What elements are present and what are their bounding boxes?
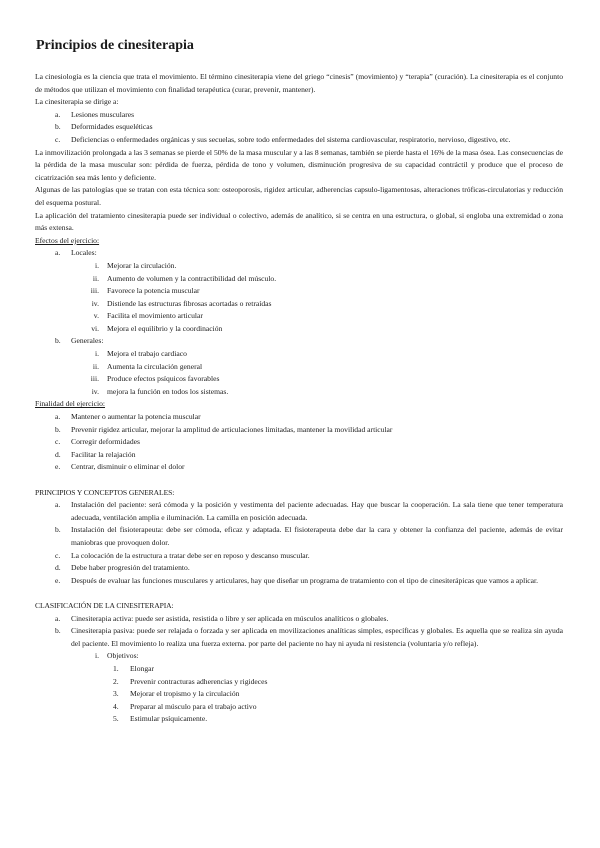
list-item: e. Centrar, disminuir o eliminar el dolor	[55, 462, 185, 472]
section-heading-purpose: Finalidad del ejercicio:	[35, 399, 106, 409]
list-item: a. Mantener o aumentar la potencia muscular	[55, 412, 201, 422]
list-item: c. Corregir deformidades	[55, 437, 140, 447]
list-item: e. Después de evaluar las funciones musculares y articulares, hay que diseñar un programa de tratamiento con el tipo de cinesiterápicas que vamos a aplicar.	[55, 575, 539, 585]
list-item: d. Facilitar la relajación	[55, 449, 136, 459]
list-item: d. Debe haber progresión del tratamiento.	[55, 563, 190, 573]
intro-lead: La cinesiterapia se dirige a:	[35, 97, 119, 107]
paragraph-aplicacion: La aplicación del tratamiento cinesiterapia puede ser individual o colectivo, además de analítico, si se centra en una estructura, o global, si engloba una extremidad o zona más extensa.	[35, 210, 563, 233]
list-item: 5. Estimular psíquicamente.	[113, 714, 208, 724]
paragraph-inmovilizacion: La inmovilización prolongada a las 3 semanas se pierde el 50% de la masa muscular y a las 8 semanas, también se pierde hasta el 16% de la masa ósea. Las consecuencias de la pérdida de la masa muscular son: pérdida de fuerza, pérdida de tono y volumen, disminución progresiva de su capacidad contráctil y produce que el proceso de cicatrización sea más lento y deficiente.	[35, 147, 563, 182]
list-item: 1. Elongar	[113, 663, 155, 673]
list-item: i. Mejorar la circulación.	[94, 260, 177, 270]
list-item: i. Objetivos:	[94, 651, 139, 661]
list-item: b. Prevenir rigidez articular, mejorar la amplitud de articulaciones limitadas, mantener la movilidad articular	[55, 424, 393, 434]
list-item: c. Deficiencias o enfermedades orgánicas y sus secuelas, sobre todo enfermedades del sistema cardiovascular, respiratorio, nervioso, digestivo, etc.	[55, 134, 511, 144]
list-item: a. Instalación del paciente: será cómoda y la posición y vestimenta del paciente adecuadas. Hay que buscar la cooperación. La sala tiene que tener temperatura adecuada, ventilación amplia e iluminación. La camilla en posición adecuada.	[55, 500, 563, 522]
list-item: v. Facilita el movimiento articular	[93, 311, 203, 321]
section-heading-classification: CLASIFICACIÓN DE LA CINESITERAPIA:	[35, 600, 174, 610]
document-body	[35, 71, 563, 726]
section-heading-effects: Efectos del ejercicio:	[35, 235, 100, 245]
spacer	[35, 587, 563, 600]
list-item: vi. Mejora el equilibrio y la coordinación	[91, 323, 223, 333]
paragraph-patologias: Algunas de las patologías que se tratan con esta técnica son: osteoporosis, rigidez articular, adherencias capsulo-ligamentosas, alteraciones tróficas-circulatorias y reducción del esquema postural.	[35, 185, 563, 207]
list-item: iv. Distiende las estructuras fibrosas acortadas o retraídas	[91, 298, 272, 308]
section-heading-principles: PRINCIPIOS Y CONCEPTOS GENERALES:	[35, 487, 175, 497]
list-item: iii. Favorece la potencia muscular	[90, 286, 200, 296]
list-item: iii. Produce efectos psíquicos favorables	[90, 374, 220, 384]
list-item: a. Lesiones musculares	[55, 109, 135, 119]
list-item: b. Cinesiterapia pasiva: puede ser relajada o forzada y ser aplicada en movilizaciones analíticas simples, específicas y globales. Es aquella que se realiza sin ayuda del paciente. El movimiento lo realiza una fuerza externa. por parte del paciente no hay ni ayuda ni resistencia (voluntaria y/o refleja).	[55, 626, 563, 648]
page-title: Principios de cinesiterapia	[36, 38, 194, 53]
list-item: ii. Aumenta la circulación general	[92, 361, 203, 371]
spacer	[35, 474, 563, 487]
list-item: 4. Preparar al músculo para el trabajo activo	[113, 701, 257, 711]
list-item: b. Generales:	[55, 336, 104, 346]
list-item: 3. Mejorar el tropismo y la circulación	[113, 689, 240, 699]
list-item: iv. mejora la función en todos los sistemas.	[91, 386, 229, 396]
list-item: ii. Aumento de volumen y la contractibilidad del músculo.	[92, 273, 277, 283]
list-item: b. Deformidades esqueléticas	[55, 122, 153, 132]
intro-paragraph: La cinesiología es la ciencia que trata el movimiento. El término cinesiterapia viene del griego “cinesis” (movimiento) y “terapia” (curación). La cinesiterapia es el conjunto de métodos que utilizan el movimiento con finalidad terapéutica (curar, prevenir, mantener).	[35, 72, 563, 94]
list-item: i. Mejora el trabajo cardiaco	[94, 349, 187, 359]
list-item: c. La colocación de la estructura a tratar debe ser en reposo y descanso muscular.	[55, 550, 310, 560]
list-item: 2. Prevenir contracturas adherencias y rigideces	[113, 676, 268, 686]
list-item: a. Cinesiterapia activa: puede ser asistida, resistida o libre y ser aplicada en músculos analíticos o globales.	[55, 613, 389, 623]
list-item: b. Instalación del fisioterapeuta: debe ser cómoda, eficaz y adaptada. El fisioterapeuta debe dar la cara y obtener la confianza del paciente, además de evitar maniobras que provoquen dolor.	[55, 525, 563, 547]
list-item: a. Locales:	[55, 248, 97, 258]
